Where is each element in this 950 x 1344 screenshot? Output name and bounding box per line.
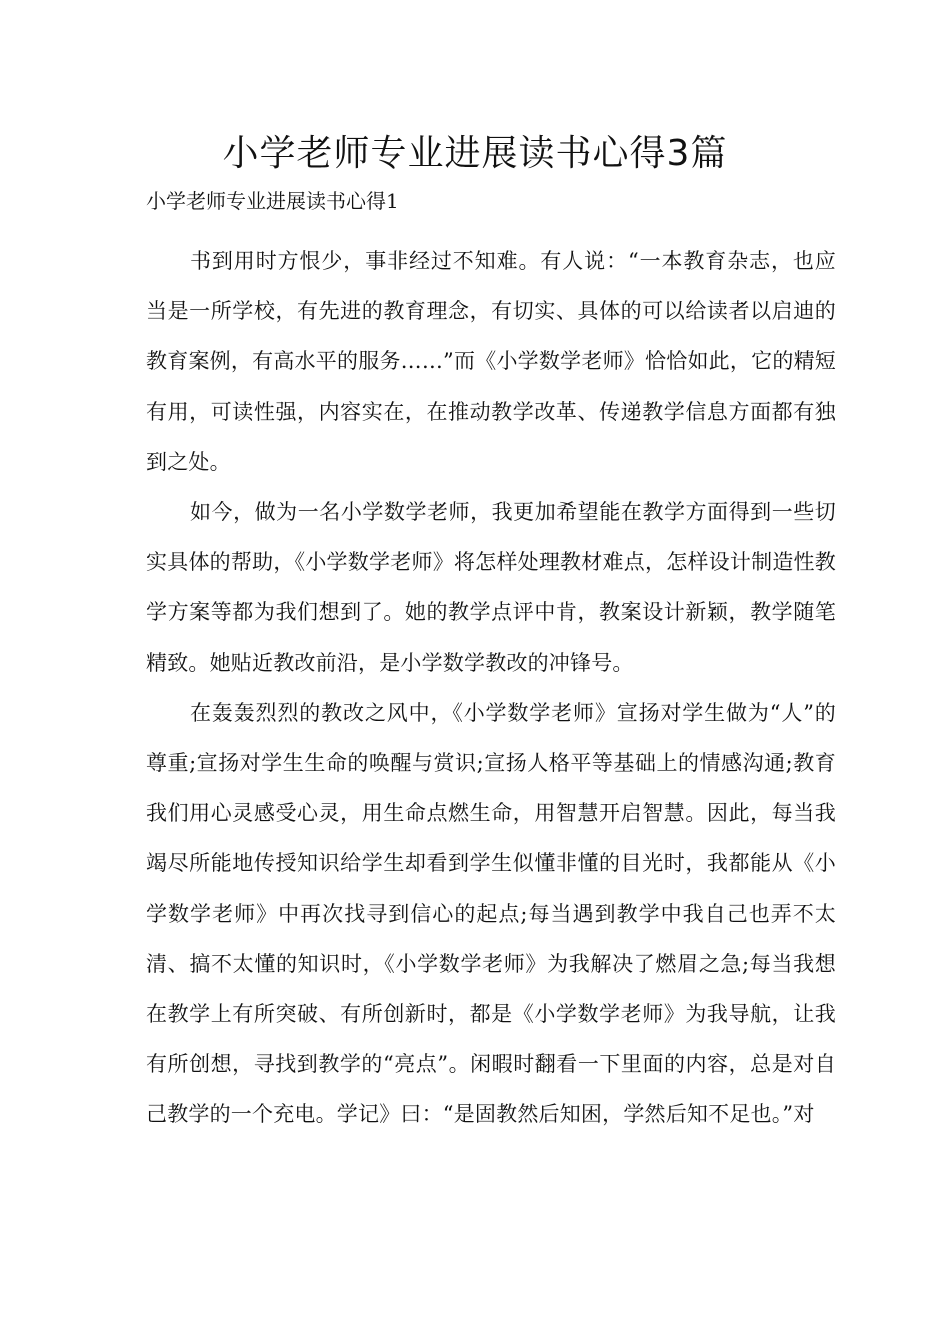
document-title: 小学老师专业进展读书心得3篇 [222, 133, 728, 174]
document-body [146, 236, 836, 1140]
paragraph-2: 如今，做为一名小学数学老师，我更加希望能在教学方面得到一些切实具体的帮助，《小学数学老师》将怎样处理教材难点，怎样设计制造性教学方案等都为我们想到了。她的教学点评中肯，教案设计新颖，教学随笔精致。她贴近教改前沿，是小学数学教改的冲锋号。 [146, 500, 836, 675]
paragraph-3: 在轰轰烈烈的教改之风中，《小学数学老师》宣扬对学生做为“人”的尊重;宣扬对学生生命的唤醒与赏识;宣扬人格平等基础上的情感沟通;教育我们用心灵感受心灵，用生命点燃生命，用智慧开启智慧。因此，每当我竭尽所能地传授知识给学生却看到学生似懂非懂的目光时，我都能从《小学数学老师》中再次找寻到信心的起点;每当遇到教学中我自己也弄不太清、搞不太懂的知识时，《小学数学老师》为我解决了燃眉之急;每当我想在教学上有所突破、有所创新时，都是《小学数学老师》为我导航，让我有所创想，寻找到教学的“亮点”。闲暇时翻看一下里面的内容，总是对自己教学的一个充电。学记》曰：“是固教然后知困，学然后知不足也。”对 [146, 700, 836, 1127]
section-heading: 小学老师专业进展读书心得1 [146, 189, 399, 213]
paragraph-1: 书到用时方恨少，事非经过不知难。有人说：“一本教育杂志，也应当是一所学校，有先进的教育理念，有切实、具体的可以给读者以启迪的教育案例，有高水平的服务……”而《小学数学老师》恰恰如此，它的精短有用，可读性强，内容实在，在推动教学改革、传递教学信息方面都有独到之处。 [146, 249, 836, 474]
